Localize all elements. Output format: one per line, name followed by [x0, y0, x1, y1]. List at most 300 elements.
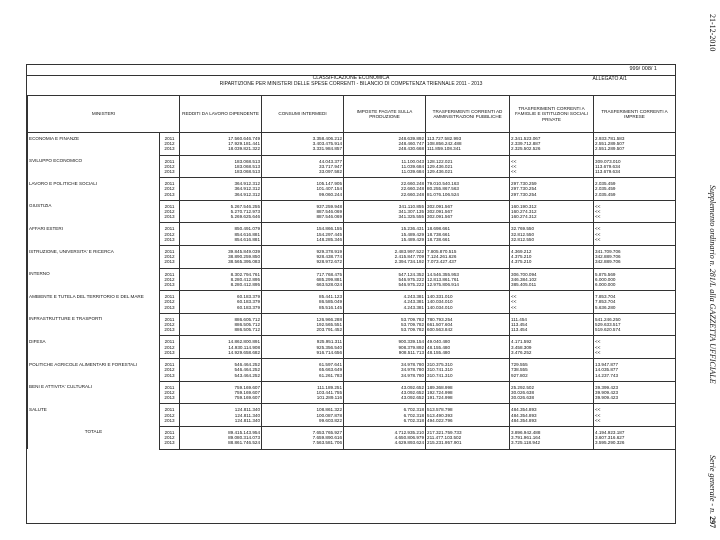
value-cell: 513.490.393	[426, 413, 510, 418]
value-cell: <<	[594, 350, 676, 359]
ministry-row	[28, 178, 676, 187]
ministry-name: SALUTE	[28, 404, 160, 427]
value-cell: 929.378.919	[262, 246, 344, 255]
value-cell: 99.603.822	[262, 418, 344, 427]
value-cell: 2.933.781.583	[594, 133, 676, 142]
value-cell: 79.010.540.163	[426, 178, 510, 187]
value-cell: 160.274.312	[510, 214, 594, 223]
value-cell: 2.035.459	[594, 192, 676, 201]
year-cell: 2011	[160, 336, 180, 345]
value-cell: 38.565.395.083	[180, 259, 262, 268]
value-cell: 685.299.881	[262, 277, 344, 282]
year-cell: 2012	[160, 141, 180, 146]
value-cell: 2.325.502.526	[510, 146, 594, 155]
value-cell: 105.147.905	[262, 178, 344, 187]
value-cell: 309.073.010	[594, 155, 676, 164]
value-cell: 15.236.431	[344, 223, 426, 232]
value-cell: 546.975.222	[344, 277, 426, 282]
value-cell: 546.464.252	[180, 359, 262, 368]
value-cell: 124.811.340	[180, 413, 262, 418]
value-cell: 738.555	[510, 367, 594, 372]
value-cell: 2.035.459	[594, 178, 676, 187]
ministry-name: AMBIENTE E TUTELA DEL TERRITORIO E DEL MARE	[28, 291, 160, 314]
value-cell: 126.966.288	[262, 313, 344, 322]
ministry-name: AFFARI ESTERI	[28, 223, 160, 246]
value-cell: 215.231.957.901	[426, 440, 510, 449]
value-cell: 13.947.877	[594, 359, 676, 368]
ministry-name: INTERNO	[28, 268, 160, 291]
value-cell: 15.489.429	[344, 237, 426, 246]
value-cell: 248.639.892	[344, 133, 426, 142]
value-cell: 3.607.316.627	[594, 435, 676, 440]
year-cell: 2011	[160, 178, 180, 187]
value-cell: 7.653.765.927	[262, 426, 344, 435]
value-cell: 61.261.783	[262, 373, 344, 382]
value-cell: 140.034.010	[426, 299, 510, 304]
value-cell: 89.415.143.954	[180, 426, 262, 435]
value-cell: 519.620.574	[594, 327, 676, 336]
value-cell: 128.122.021	[426, 155, 510, 164]
value-cell: 341.325.555	[344, 214, 426, 223]
value-cell: 306.700.094	[510, 268, 594, 277]
value-cell: 113.679.634	[594, 169, 676, 178]
value-cell: 7.563.581.706	[262, 440, 344, 449]
ministry-name: SVILUPPO ECONOMICO	[28, 155, 160, 178]
value-cell: 34.978.780	[344, 373, 426, 382]
value-cell: 22.660.248	[344, 186, 426, 191]
value-cell: 759.169.607	[180, 390, 262, 395]
value-cell: 3.595.290.326	[594, 440, 676, 449]
year-cell: 2011	[160, 155, 180, 164]
ministry-row	[28, 200, 676, 209]
ministry-name: INFRASTRUTTURE E TRASPORTI	[28, 313, 160, 336]
value-cell: 342.889.706	[594, 259, 676, 268]
year-cell: 2011	[160, 200, 180, 209]
value-cell: 2.394.734.192	[344, 259, 426, 268]
value-cell: 717.768.475	[262, 268, 344, 277]
value-cell: 541.246.250	[594, 313, 676, 322]
value-cell: 12.975.806.914	[426, 282, 510, 291]
value-cell: 494.022.796	[426, 418, 510, 427]
value-cell: 7.073.427.437	[426, 259, 510, 268]
value-cell: <<	[510, 155, 594, 164]
value-cell: 547.124.352	[344, 268, 426, 277]
value-cell: 925.356.540	[262, 345, 344, 350]
value-cell: 154.866.155	[262, 223, 344, 232]
value-cell: 6.000.000	[594, 277, 676, 282]
value-cell: 341.307.135	[344, 209, 426, 214]
value-cell: <<	[510, 291, 594, 300]
value-cell: 3.896.942.488	[510, 426, 594, 435]
ministries-table	[27, 95, 676, 450]
value-cell: 49.040.480	[426, 336, 510, 345]
value-cell: 39.909.423	[594, 395, 676, 404]
ministry-name: GIUSTIZIA	[28, 200, 160, 223]
value-cell: 3.403.475.914	[262, 141, 344, 146]
value-cell: 32.769.550	[510, 223, 594, 232]
value-cell: 86.585.049	[262, 299, 344, 304]
year-cell: 2013	[160, 169, 180, 178]
value-cell: 3.358.406.212	[262, 133, 344, 142]
value-cell: 916.714.656	[262, 350, 344, 359]
value-cell: 34.978.780	[344, 367, 426, 372]
value-cell: <<	[510, 164, 594, 169]
value-cell: 111.189.251	[262, 381, 344, 390]
value-cell: 6.702.318	[344, 404, 426, 413]
value-cell: 661.507.604	[426, 322, 510, 327]
value-cell: 7.659.890.616	[262, 435, 344, 440]
value-cell: 529.633.517	[594, 322, 676, 327]
value-cell: 81.076.106.524	[426, 192, 510, 201]
value-cell: 129.436.021	[426, 164, 510, 169]
year-cell: 2013	[160, 305, 180, 314]
value-cell: 7.805.870.515	[426, 246, 510, 255]
value-cell: 928.438.774	[262, 254, 344, 259]
year-cell: 2013	[160, 282, 180, 291]
header-transfers-companies: TRASFERIMENTI CORRENTI A IMPRESE	[594, 96, 676, 133]
table-title: CLASSIFICAZIONE ECONOMICA	[312, 75, 390, 81]
value-cell: 7.853.704	[594, 291, 676, 300]
value-cell: 310.741.310	[426, 373, 510, 382]
value-cell: 15.489.429	[344, 232, 426, 237]
value-cell: 39.845.849.039	[180, 246, 262, 255]
ministry-row	[28, 313, 676, 322]
value-cell: 33.097.582	[262, 169, 344, 178]
year-cell: 2013	[160, 350, 180, 359]
value-cell: 4.712.935.210	[344, 426, 426, 435]
value-cell: 8.280.412.895	[180, 282, 262, 291]
value-cell: 101.407.154	[262, 186, 344, 191]
value-cell: 111.454	[510, 313, 594, 322]
value-cell: 908.379.892	[344, 345, 426, 350]
value-cell: 33.717.947	[262, 164, 344, 169]
value-cell: 297.730.254	[510, 192, 594, 201]
value-cell: 780.793.254	[426, 313, 510, 322]
value-cell: 11.100.043	[344, 155, 426, 164]
value-cell: 927.802	[510, 373, 594, 382]
value-cell: 140.331.010	[426, 291, 510, 300]
value-cell: 43.092.652	[344, 390, 426, 395]
margin-series-label: Serie generale - n.	[708, 455, 717, 515]
year-cell: 2011	[160, 223, 180, 232]
value-cell: 14.035.877	[594, 367, 676, 372]
value-cell: 5.267.546.255	[180, 200, 262, 209]
year-cell: 2012	[160, 186, 180, 191]
value-cell: 99.060.244	[262, 192, 344, 201]
value-cell: 18.039.821.322	[180, 146, 262, 155]
year-cell: 2012	[160, 390, 180, 395]
value-cell: 729.555	[510, 359, 594, 368]
year-cell: 2011	[160, 381, 180, 390]
ministry-name: ISTRUZIONE, UNIVERSITA' E RICERCA	[28, 246, 160, 269]
year-cell: 2011	[160, 426, 180, 435]
year-cell: 2011	[160, 246, 180, 255]
value-cell: 4.650.806.979	[344, 435, 426, 440]
value-cell: 14.862.800.891	[180, 336, 262, 345]
value-cell: <<	[594, 209, 676, 214]
budget-table-sheet	[26, 64, 676, 524]
year-cell: 2013	[160, 259, 180, 268]
value-cell: 108.861.322	[262, 404, 344, 413]
value-cell: 183.068.513	[180, 169, 262, 178]
value-cell: 38.890.259.850	[180, 254, 262, 259]
page-number: 297	[708, 516, 717, 529]
header-intermediate-consumption: CONSUMI INTERMEDI	[262, 96, 344, 133]
value-cell: 4.243.381	[344, 305, 426, 314]
ministry-name: DIFESA	[28, 336, 160, 359]
year-cell: 2011	[160, 133, 180, 142]
year-cell: 2013	[160, 327, 180, 336]
value-cell: 148.285.346	[262, 237, 344, 246]
ministry-row	[28, 268, 676, 277]
attachment-label: ALLEGATO A/1	[592, 76, 627, 82]
ministry-row	[28, 223, 676, 232]
total-label: TOTALE	[28, 426, 160, 449]
value-cell: 854.616.881	[180, 232, 262, 237]
year-cell: 2012	[160, 209, 180, 214]
value-cell: 140.034.010	[426, 305, 510, 314]
value-cell: 7.124.261.626	[426, 254, 510, 259]
ministry-name: POLITICHE AGRICOLE ALIMENTARI E FORESTALI	[28, 359, 160, 382]
value-cell: 108.856.242.488	[426, 141, 510, 146]
value-cell: <<	[594, 404, 676, 413]
margin-series	[708, 455, 717, 528]
value-cell: <<	[594, 345, 676, 350]
total-row	[28, 426, 676, 435]
margin-supplement: Supplemento ordinario n. 281/L alla GAZZETTA UFFICIALE	[708, 185, 717, 384]
value-cell: 900.339.154	[344, 336, 426, 345]
value-cell: 310.375.310	[426, 359, 510, 368]
value-cell: 101.289.116	[262, 395, 344, 404]
value-cell: 513.578.798	[426, 404, 510, 413]
value-cell: 6.702.318	[344, 418, 426, 427]
value-cell: 44.043.377	[262, 155, 344, 164]
value-cell: 30.026.638	[510, 395, 594, 404]
year-cell: 2011	[160, 404, 180, 413]
value-cell: 310.741.310	[426, 367, 510, 372]
value-cell: 22.660.248	[344, 192, 426, 201]
header-transfers-families: TRASFERIMENTI CORRENTI A FAMIGLIE E ISTITUZIONI SOCIALI PRIVATE	[510, 96, 594, 133]
value-cell: 600.563.842	[426, 327, 510, 336]
value-cell: 2.415.847.709	[344, 254, 426, 259]
value-cell: <<	[510, 305, 594, 314]
value-cell: 124.811.340	[180, 404, 262, 413]
value-cell: 543.464.252	[180, 373, 262, 382]
value-cell: 484.354.893	[510, 404, 594, 413]
value-cell: 937.259.948	[262, 200, 344, 209]
value-cell: 89.080.314.073	[180, 435, 262, 440]
year-cell: 2013	[160, 192, 180, 201]
value-cell: 14.930.114.908	[180, 345, 262, 350]
value-cell: 887.546.069	[262, 209, 344, 214]
value-cell: 6.702.318	[344, 413, 426, 418]
value-cell: 11.039.684	[344, 169, 426, 178]
value-cell: 364.912.312	[180, 192, 262, 201]
value-cell: 2.341.523.067	[510, 133, 594, 142]
value-cell: 30.026.638	[510, 390, 594, 395]
value-cell: 192.724.998	[426, 390, 510, 395]
value-cell: 43.092.652	[344, 395, 426, 404]
table-body	[28, 133, 676, 450]
table-header-row	[28, 96, 676, 133]
value-cell: 211.477.103.502	[426, 435, 510, 440]
table-titles	[27, 75, 675, 91]
value-cell: 53.709.782	[344, 322, 426, 327]
value-cell: 53.709.782	[344, 327, 426, 336]
ministry-row	[28, 336, 676, 345]
value-cell: 2.483.997.522	[344, 246, 426, 255]
value-cell: 759.169.607	[180, 381, 262, 390]
value-cell: 297.730.259	[510, 178, 594, 187]
year-cell: 2012	[160, 413, 180, 418]
value-cell: 14.237.743	[594, 373, 676, 382]
value-cell: <<	[510, 299, 594, 304]
value-cell: <<	[594, 214, 676, 223]
document-ref: 999/ 008/ 1	[629, 66, 657, 72]
value-cell: 5.636.280	[594, 305, 676, 314]
ministry-name: BENI E ATTIVITA' CULTURALI	[28, 381, 160, 404]
value-cell: 854.616.881	[180, 237, 262, 246]
value-cell: 2.339.712.887	[510, 141, 594, 146]
ministry-name: ECONOMIA E FINANZE	[28, 133, 160, 156]
value-cell: 189.368.998	[426, 381, 510, 390]
year-cell: 2013	[160, 146, 180, 155]
value-cell: 3.725.118.942	[510, 440, 594, 449]
value-cell: 18.698.661	[426, 223, 510, 232]
value-cell: 248.460.747	[344, 141, 426, 146]
value-cell: 7.853.704	[594, 299, 676, 304]
value-cell: 32.812.550	[510, 232, 594, 237]
value-cell: 484.354.893	[510, 418, 594, 427]
value-cell: 850.491.079	[180, 223, 262, 232]
value-cell: <<	[594, 223, 676, 232]
value-cell: 3.458.309	[510, 345, 594, 350]
value-cell: 5.270.712.973	[180, 209, 262, 214]
value-cell: 4.171.592	[510, 336, 594, 345]
value-cell: 14.929.658.682	[180, 350, 262, 359]
value-cell: 100.087.878	[262, 413, 344, 418]
year-cell: 2013	[160, 373, 180, 382]
value-cell: 39.909.423	[594, 390, 676, 395]
value-cell: 297.730.254	[510, 186, 594, 191]
value-cell: 53.709.782	[344, 313, 426, 322]
value-cell: 192.565.551	[262, 322, 344, 327]
value-cell: 4.243.381	[344, 299, 426, 304]
value-cell: 43.092.652	[344, 381, 426, 390]
year-cell: 2013	[160, 237, 180, 246]
value-cell: 5.875.569	[594, 268, 676, 277]
value-cell: 4.369.212	[510, 246, 594, 255]
value-cell: 484.354.893	[510, 413, 594, 418]
value-cell: 248.430.668	[344, 146, 426, 155]
year-cell: 2012	[160, 232, 180, 237]
value-cell: 4.629.893.624	[344, 440, 426, 449]
value-cell: 886.505.712	[180, 327, 262, 336]
value-cell: 129.436.021	[426, 169, 510, 178]
year-cell: 2012	[160, 254, 180, 259]
value-cell: 217.321.759.733	[426, 426, 510, 435]
value-cell: 341.709.706	[594, 246, 676, 255]
header-transfers-public-admin: TRASFERIMENTI CORRENTI AD AMMINISTRAZIONI PUBBLICHE	[426, 96, 510, 133]
value-cell: 3.331.984.857	[262, 146, 344, 155]
value-cell: 191.724.998	[426, 395, 510, 404]
year-cell: 2012	[160, 277, 180, 282]
year-cell: 2012	[160, 164, 180, 169]
value-cell: 61.597.641	[262, 359, 344, 368]
header-salaries: REDDITI DA LAVORO DIPENDENTE	[180, 96, 262, 133]
value-cell: <<	[594, 200, 676, 209]
value-cell: 4.243.381	[344, 291, 426, 300]
value-cell: 342.889.706	[594, 254, 676, 259]
value-cell: <<	[594, 237, 676, 246]
value-cell: 886.605.712	[180, 313, 262, 322]
value-cell: 14.546.355.953	[426, 268, 510, 277]
value-cell: 2.035.459	[594, 186, 676, 191]
value-cell: 546.975.222	[344, 282, 426, 291]
ministry-row	[28, 246, 676, 255]
value-cell: 364.912.312	[180, 186, 262, 191]
value-cell: 302.091.567	[426, 200, 510, 209]
value-cell: 925.951.311	[262, 336, 344, 345]
value-cell: 183.068.513	[180, 164, 262, 169]
value-cell: 17.929.181.441	[180, 141, 262, 146]
value-cell: 154.297.445	[262, 232, 344, 237]
value-cell: 18.738.661	[426, 232, 510, 237]
value-cell: 183.068.513	[180, 155, 262, 164]
value-cell: 5.269.625.646	[180, 214, 262, 223]
value-cell: 85.441.123	[262, 291, 344, 300]
value-cell: 12.813.861.761	[426, 277, 510, 282]
value-cell: 4.375.210	[510, 254, 594, 259]
value-cell: 6.000.000	[594, 282, 676, 291]
value-cell: 65.663.649	[262, 367, 344, 372]
value-cell: 17.560.646.749	[180, 133, 262, 142]
value-cell: 3.476.252	[510, 350, 594, 359]
year-cell: 2013	[160, 395, 180, 404]
value-cell: 60.183.379	[180, 299, 262, 304]
value-cell: 18.738.661	[426, 237, 510, 246]
value-cell: 886.505.712	[180, 322, 262, 327]
value-cell: 4.375.210	[510, 259, 594, 268]
ministry-row	[28, 155, 676, 164]
value-cell: 111.859.108.341	[426, 146, 510, 155]
value-cell: 302.091.567	[426, 214, 510, 223]
year-cell: 2012	[160, 345, 180, 350]
value-cell: 103.441.755	[262, 390, 344, 395]
value-cell: 22.660.248	[344, 178, 426, 187]
value-cell: 113.454	[510, 322, 594, 327]
value-cell: 32.812.550	[510, 237, 594, 246]
value-cell: 113.727.582.993	[426, 133, 510, 142]
table-subtitle: RIPARTIZIONE PER MINISTERI DELLE SPESE CORRENTI - BILANCIO DI COMPETENZA TRIENNALE 2011 - 2013	[219, 81, 483, 87]
value-cell: 908.511.713	[344, 350, 426, 359]
value-cell: 4.194.923.187	[594, 426, 676, 435]
ministry-row	[28, 133, 676, 142]
year-cell: 2013	[160, 418, 180, 427]
year-cell: 2011	[160, 291, 180, 300]
year-cell: 2011	[160, 359, 180, 368]
value-cell: 160.274.312	[510, 209, 594, 214]
ministry-row	[28, 291, 676, 300]
year-cell: 2012	[160, 322, 180, 327]
year-cell: 2013	[160, 440, 180, 449]
value-cell: 160.190.312	[510, 200, 594, 209]
ministry-row	[28, 381, 676, 390]
value-cell: 663.528.024	[262, 282, 344, 291]
year-cell: 2012	[160, 299, 180, 304]
value-cell: 8.302.794.761	[180, 268, 262, 277]
value-cell: 759.169.607	[180, 395, 262, 404]
